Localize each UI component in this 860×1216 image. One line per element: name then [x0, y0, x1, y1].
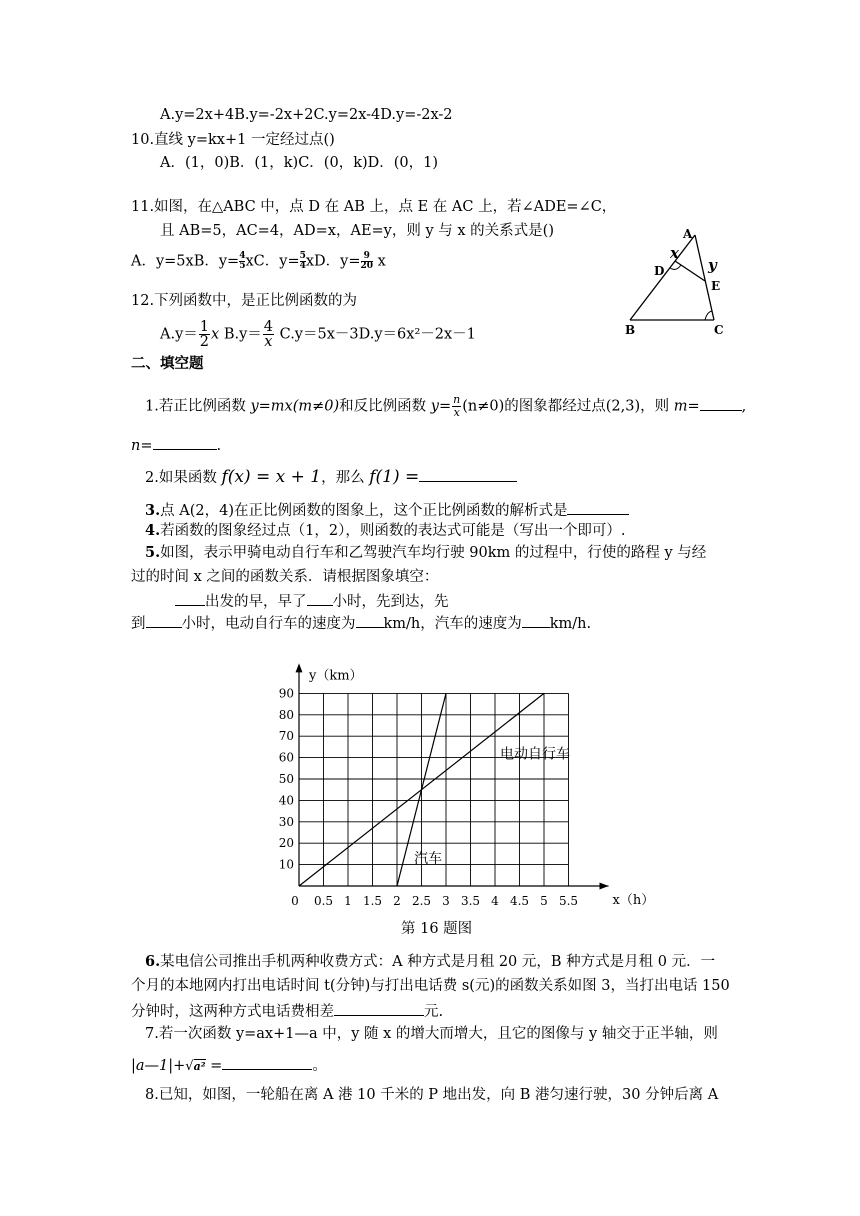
- y-tick-label: 50: [278, 772, 294, 786]
- q11-line2: 且 AB=5，AC=4，AD=x，AE=y，则 y 与 x 的关系式是(): [160, 223, 554, 239]
- q10-options: A．(1，0)B．(1，k)C．(0，k)D．(0，1): [160, 155, 439, 171]
- x-tick-label: 3: [442, 894, 450, 908]
- fraction: $\frac{4}{5}$: [239, 251, 246, 271]
- y-tick-label: 90: [278, 686, 294, 701]
- section-title: 二、填空题: [131, 355, 204, 372]
- label-c: C: [714, 323, 724, 337]
- label-y: y: [708, 256, 717, 274]
- fraction: $\frac{4}{x}$: [263, 319, 274, 350]
- x-tick-label: 0: [291, 894, 299, 908]
- label-d: D: [654, 264, 665, 278]
- distance-time-chart: [260, 640, 660, 940]
- f4-line: 4.若函数的图象经过点（1，2），则函数的表达式可能是（写出一个即可）.: [145, 522, 626, 539]
- f3-line: 3.点 A(2，4)在正比例函数的图象上，这个正比例函数的解析式是: [145, 500, 629, 520]
- y-tick-label: 30: [278, 814, 294, 829]
- q12-options: A.y＝ $\frac{1}{2}$ x B.y＝ $\frac{4}{x}$ C.y＝5x－3D.y＝6x²－2x－1: [160, 319, 476, 350]
- f6-line2: 个月的本地网内打出电话时间 t(分钟)与打出电话费 s(元)的函数关系如图 3，当打出电话 150: [131, 978, 730, 994]
- y-tick-label: 80: [278, 707, 294, 722]
- fraction: $\frac{n}{x}$: [453, 393, 461, 419]
- q11-line1: 11.如图，在△ABC 中，点 D 在 AB 上，点 E 在 AC 上，若∠ADE=∠C，: [131, 199, 617, 215]
- series-label-car: 汽车: [414, 851, 443, 868]
- label-b: B: [625, 323, 636, 337]
- q10-stem: 10.直线 y=kx+1 一定经过点(): [131, 132, 335, 148]
- chart-caption: 第 16 题图: [401, 921, 473, 937]
- segment-de: [675, 261, 705, 281]
- x-tick-label: 1.5: [362, 894, 383, 908]
- x-tick-label: 1: [344, 894, 352, 908]
- x-tick-label: 3.5: [460, 894, 481, 908]
- f7-line2: |a—1|+√a² = 。: [131, 1055, 327, 1078]
- f5-line2: 过的时间 x 之间的函数关系．请根据图象填空：: [131, 569, 439, 585]
- label-e: E: [711, 279, 721, 293]
- f1-line2: n= .: [131, 435, 221, 455]
- x-tick-label: 4.5: [509, 894, 530, 908]
- f2-line: 2.如果函数 f(x) = x + 1，那么 f(1) =: [145, 466, 517, 489]
- series-label-bike: 电动自行车: [500, 746, 570, 763]
- y-tick-label: 40: [278, 793, 294, 808]
- f6-line1: 6.某电信公司推出手机两种收费方式：A 种方式是月租 20 元，B 种方式是月租 0 元．一: [145, 953, 716, 970]
- x-tick-label: 0.5: [313, 894, 334, 908]
- q9-options: A.y=2x+4B.y=-2x+2C.y=2x-4D.y=-2x-2: [160, 107, 453, 123]
- fraction: $\frac{5}{4}$: [299, 251, 306, 271]
- y-tick-label: 20: [278, 836, 294, 851]
- y-tick-label: 60: [278, 750, 294, 765]
- f5-line1: 5.如图，表示甲骑电动自行车和乙驾驶汽车均行驶 90km 的过程中，行使的路程 y 与经: [145, 544, 707, 561]
- f1-line1: 1.若正比例函数 y=mx(m≠0)和反比例函数 y= $\frac{n}{x}$ (n≠0)的图象都经过点(2,3)，则 m= ,: [145, 393, 747, 419]
- f5-line3: 出发的早，早了 小时，先到达，先: [175, 591, 449, 611]
- x-tick-label: 5: [540, 894, 548, 908]
- side-ac: [695, 235, 714, 320]
- x-tick-label: 5.5: [558, 894, 579, 908]
- f6-line3: 分钟时，这两种方式电话费相差 元.: [131, 1001, 443, 1021]
- fraction: $\frac{9}{20}$: [360, 251, 374, 271]
- y-tick-label: 10: [278, 857, 294, 872]
- y-axis-arrow: [296, 663, 303, 672]
- label-x: x: [670, 244, 679, 262]
- f5-line4: 到 小时，电动自行车的速度为 km/h，汽车的速度为 km/h.: [131, 613, 591, 633]
- q11-options: A．y=5xB．y= $\frac{4}{5}xC$．y= $\frac{5}{4}xD$．y= $\frac{9}{20}$ x: [131, 251, 386, 271]
- x-axis-label: x（h）: [612, 893, 655, 908]
- q12-stem: 12.下列函数中，是正比例函数的为: [131, 293, 358, 309]
- x-axis-arrow: [600, 883, 609, 890]
- x-tick-label: 2.5: [411, 894, 432, 908]
- x-tick-label: 4: [491, 894, 499, 908]
- f7-line1: 7.若一次函数 y=ax+1—a 中，y 随 x 的增大而增大，且它的图像与 y 轴交于正半轴，则: [145, 1026, 718, 1042]
- y-tick-label: 70: [278, 729, 294, 744]
- y-axis-label: y（km）: [309, 668, 363, 684]
- label-a: A: [683, 227, 693, 241]
- angle-c-arc: [705, 311, 712, 320]
- fraction: $\frac{1}{2}$: [199, 319, 210, 350]
- f8-line1: 8.已知，如图，一轮船在离 A 港 10 千米的 P 地出发，向 B 港匀速行驶，30 分钟后离 A: [145, 1087, 719, 1103]
- triangle-figure: [618, 224, 738, 340]
- x-tick-label: 2: [393, 894, 401, 908]
